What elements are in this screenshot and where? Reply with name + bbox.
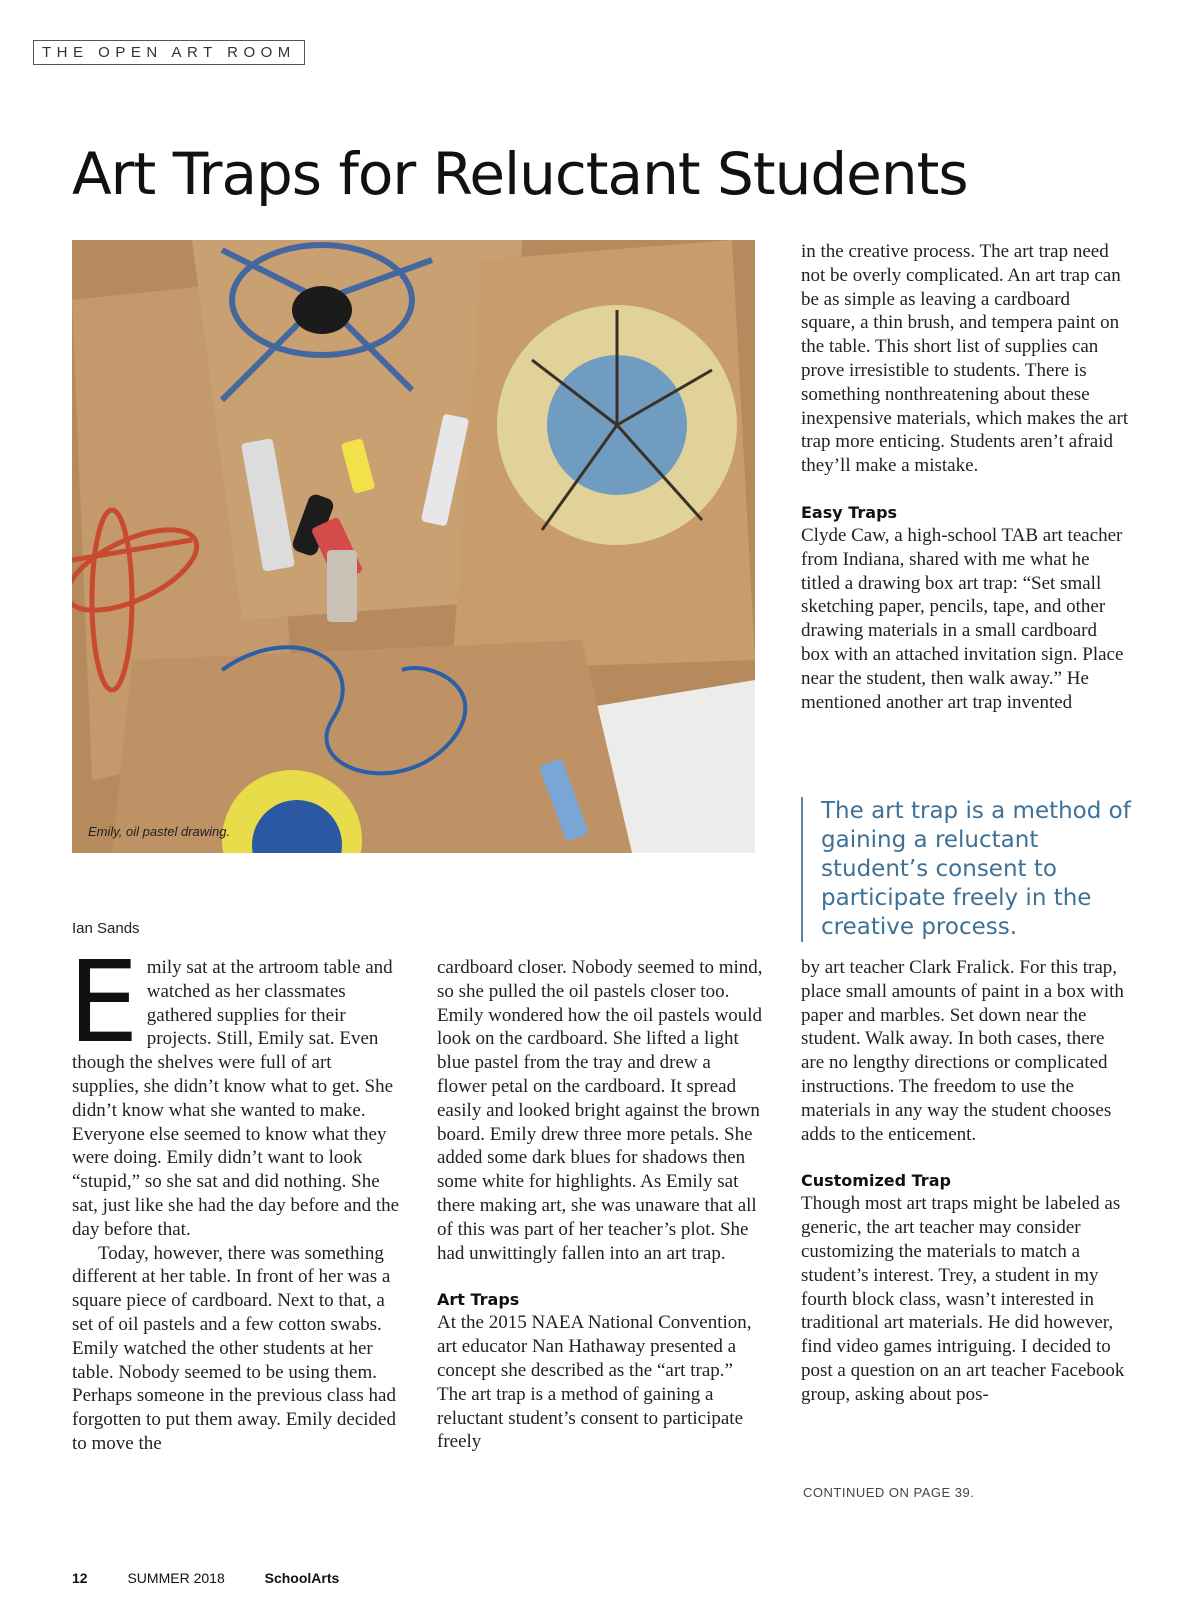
paragraph: by art teacher Clark Fralick. For this trap, place small amounts of paint in a box with paper and marbles. Set down near the student. Walk away. In both cases, there are no lengthy directions or complicated instructions. The freedom to use the materials in any way the student chooses adds to the enticement.: [801, 957, 1124, 1145]
section-kicker: THE OPEN ART ROOM: [33, 40, 305, 65]
photo-caption: Emily, oil pastel drawing.: [88, 824, 231, 839]
page-footer: [72, 1570, 339, 1586]
issue-date: SUMMER 2018: [127, 1570, 225, 1586]
paragraph: Though most art traps might be labeled as generic, the art teacher may consider customizing the materials to match a student’s interest. Trey, a student in my fourth block class, wasn’t interested in traditional art materials. He did however, find video games intriguing. I decided to post a question on an art teacher Facebook group, asking about pos-: [801, 1193, 1125, 1405]
paragraph: cardboard closer. Nobody seemed to mind, so she pulled the oil pastels closer too. Emily wondered how the oil pastels would look on the cardboard. She lifted a light blue pastel from the tray and drew a flower petal on the cardboard. It spread easily and looked bright against the brown board. Emily drew three more petals. She added some dark blues for shadows then some white for highlights. As Emily sat there making art, she was unaware that all of this was part of her teacher’s plot. She had unwittingly fallen into an art trap.: [437, 957, 763, 1264]
article-photo: [72, 240, 755, 853]
section-heading-art-traps: Art Traps: [437, 1290, 520, 1310]
column-2: [437, 956, 765, 1454]
pull-quote: The art trap is a method of gaining a reluctant student’s consent to participate freely in the creative process.: [801, 797, 1151, 942]
column-3-bottom: [801, 956, 1129, 1407]
magazine-name: SchoolArts: [264, 1570, 340, 1586]
paragraph: in the creative process. The art trap need not be overly complicated. An art trap can be as simple as leaving a cardboard square, a thin brush, and tempera paint on the table. This short list of supplies can prove irresistible to students. There is something nonthreatening about these inexpensive materials, which makes the art trap more enticing. Students aren’t afraid they’ll make a mistake.: [801, 241, 1129, 477]
paragraph: Emily sat at the artroom table and watched as her classmates gathered supplies for their projects. Still, Emily sat. Even though the shelves were full of art supplies, she didn’t know what to get. She didn’t know what she wanted to make. Everyone else seemed to know what they were doing. Emily didn’t want to look “stupid,” so she sat and did nothing. She sat, just like she had the day before and the day before that.: [68, 938, 400, 1240]
column-3-top: [801, 240, 1129, 714]
paragraph: At the 2015 NAEA National Convention, art educator Nan Hathaway presented a concept she described as the “art trap.” The art trap is a method of gaining a reluctant student’s consent to participate freely: [437, 1312, 752, 1453]
section-heading-customized-trap: Customized Trap: [801, 1171, 951, 1191]
paragraph: Clyde Caw, a high-school TAB art teacher from Indiana, shared with me what he titled a drawing box art trap: “Set small sketching paper, pencils, tape, and other drawing materials in a small cardboard box with an attached invitation sign. Place near the student, then walk away.” He mentioned another art trap invented: [801, 524, 1124, 713]
paragraph: Today, however, there was something different at her table. In front of her was a square piece of cardboard. Next to that, a set of oil pastels and a few cotton swabs. Emily watched the other students at her table. Nobody seemed to be using them. Perhaps someone in the previous class had forgotten to put them away. Emily decided to move the: [72, 1242, 396, 1454]
oil-pastel-drawing-image: [72, 240, 755, 853]
drop-cap: E: [68, 938, 139, 1068]
section-heading-easy-traps: Easy Traps: [801, 502, 898, 522]
page-number: 12: [72, 1570, 88, 1586]
article-title: Art Traps for Reluctant Students: [72, 140, 968, 208]
column-1: [68, 938, 400, 1456]
continued-note: CONTINUED ON PAGE 39.: [803, 1485, 975, 1500]
author-byline: Ian Sands: [72, 920, 140, 937]
